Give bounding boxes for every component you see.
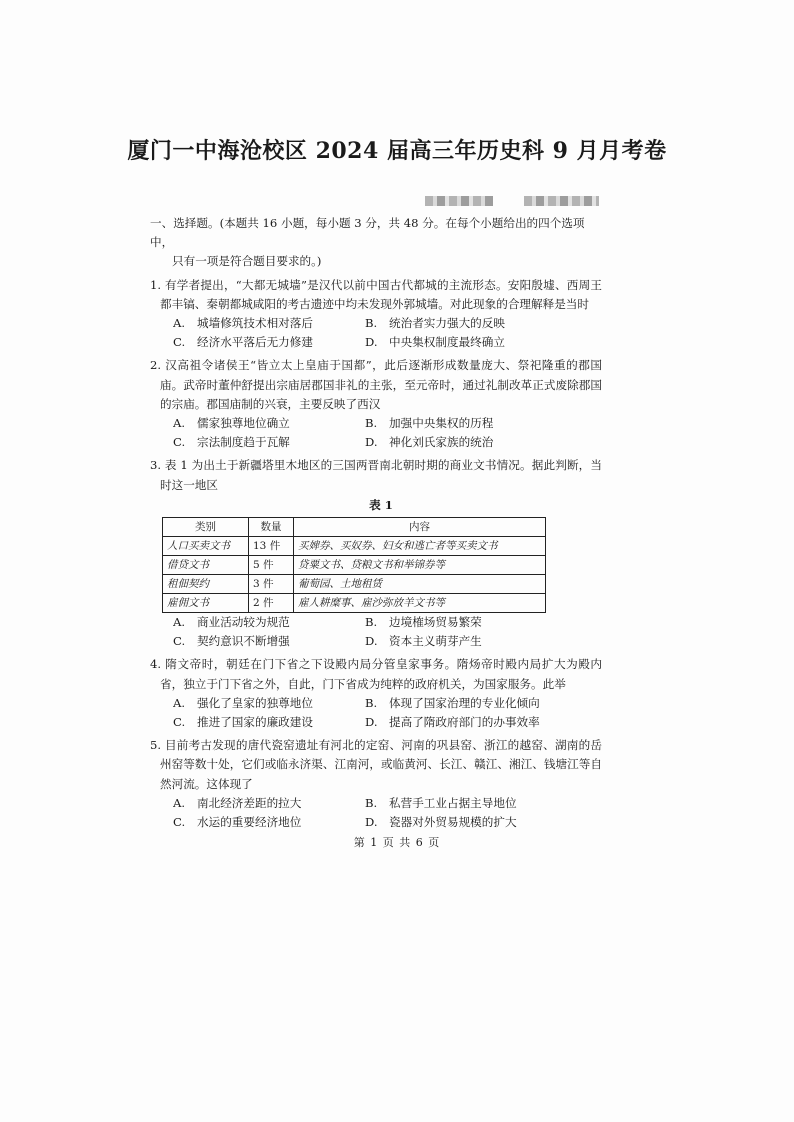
column-header-category: 类别 [163,518,249,537]
option-c[interactable]: C. 推进了国家的廉政建设 [173,715,313,730]
table-cell: 13 件 [249,537,294,556]
table-cell: 3 件 [249,575,294,594]
option-b[interactable]: B. 边境榷场贸易繁荣 [365,615,482,630]
table-cell: 雇佣文书 [163,594,249,613]
exam-content [150,214,602,832]
option-b[interactable]: B. 私营手工业占据主导地位 [365,795,517,810]
option-d[interactable]: D. 中央集权制度最终确立 [365,335,505,350]
table-row [163,575,546,594]
table-cell: 人口买卖文书 [163,537,249,556]
table-cell: 借贷文书 [163,556,249,575]
option-d[interactable]: D. 资本主义萌芽产生 [365,634,482,649]
question-options [150,414,602,452]
table-cell: 5 件 [249,556,294,575]
table-cell: 雇人耕糜事、雇沙弥放羊文书等 [294,594,546,613]
option-d[interactable]: D. 瓷器对外贸易规模的扩大 [365,815,517,830]
question-stem: 4. 隋文帝时，朝廷在门下省之下设殿内局分管皇家事务。隋炀帝时殿内局扩大为殿内省，独立于门下省之外，自此，门下省成为纯粹的政府机关，为国家服务。此举 [150,657,602,691]
option-c[interactable]: C. 契约意识不断增强 [173,634,290,649]
table-row [163,537,546,556]
question-options [150,794,602,832]
question-1 [150,276,602,353]
option-b[interactable]: B. 统治者实力强大的反映 [365,316,505,331]
option-b[interactable]: B. 加强中央集权的历程 [365,416,494,431]
option-c[interactable]: C. 宗法制度趋于瓦解 [173,435,290,450]
table-cell: 租佃契约 [163,575,249,594]
question-stem: 5. 目前考古发现的唐代瓷窑遗址有河北的定窑、河南的巩县窑、浙江的越窑、湖南的岳州窑等数十处，它们或临永济渠、江南河，或临黄河、长江、赣江、湘江、钱塘江等自然河流。这体现了 [150,738,602,791]
table-cell: 贷粟文书、贷粮文书和举锦券等 [294,556,546,575]
section-heading [150,214,602,272]
redacted-info-left [425,196,493,206]
table-header-row [163,518,546,537]
option-a[interactable]: A. 城墙修筑技术相对落后 [173,316,313,331]
option-b[interactable]: B. 体现了国家治理的专业化倾向 [365,695,540,710]
question-3 [150,456,602,651]
column-header-content: 内容 [294,518,546,537]
table-cell: 2 件 [249,594,294,613]
question-stem: 2. 汉高祖令诸侯王“皆立太上皇庙于国都”，此后逐渐形成数量庞大、祭祀隆重的郡国庙。武帝时董仲舒提出宗庙居郡国非礼的主张，至元帝时，通过礼制改革正式废除郡国的宗庙。郡国庙制的兴衰，主要反映了西汉 [150,358,602,411]
option-c[interactable]: C. 经济水平落后无力修建 [173,335,313,350]
section-heading-line-2: 只有一项是符合题目要求的。) [172,254,322,269]
question-options [150,694,602,732]
exam-title: 厦门一中海沧校区 2024 届高三年历史科 9 月月考卷 [127,138,667,164]
page-footer: 第 1 页 共 6 页 [353,836,441,849]
section-heading-line-1: 一、选择题。(本题共 16 小题，每小题 3 分，共 48 分。在每个小题给出的四个选项中， [150,216,585,250]
question-options [150,314,602,352]
commerce-documents-table [162,517,546,613]
option-a[interactable]: A. 南北经济差距的拉大 [173,795,302,810]
table-cell: 买婢券、买奴券、妇女和逃亡者等买卖文书 [294,537,546,556]
question-4 [150,655,602,732]
option-a[interactable]: A. 商业活动较为规范 [173,615,290,630]
table-caption: 表 1 [369,497,393,512]
option-c[interactable]: C. 水运的重要经济地位 [173,815,302,830]
question-2 [150,356,602,452]
table-cell: 葡萄园、土地租赁 [294,575,546,594]
question-stem: 3. 表 1 为出土于新疆塔里木地区的三国两晋南北朝时期的商业文书情况。据此判断，当时这一地区 [150,458,602,492]
column-header-count: 数量 [249,518,294,537]
question-stem: 1. 有学者提出，“大都无城墙”是汉代以前中国古代都城的主流形态。安阳殷墟、西周王都丰镐、秦朝都城咸阳的考古遗迹中均未发现外郭城墙。对此现象的合理解释是当时 [150,277,602,311]
option-a[interactable]: A. 儒家独尊地位确立 [173,416,290,431]
redacted-info-right [524,196,599,206]
question-5 [150,736,602,832]
option-d[interactable]: D. 神化刘氏家族的统治 [365,435,494,450]
option-d[interactable]: D. 提高了隋政府部门的办事效率 [365,715,540,730]
option-a[interactable]: A. 强化了皇家的独尊地位 [173,695,313,710]
table-row [163,594,546,613]
question-options [150,613,602,651]
table-row [163,556,546,575]
